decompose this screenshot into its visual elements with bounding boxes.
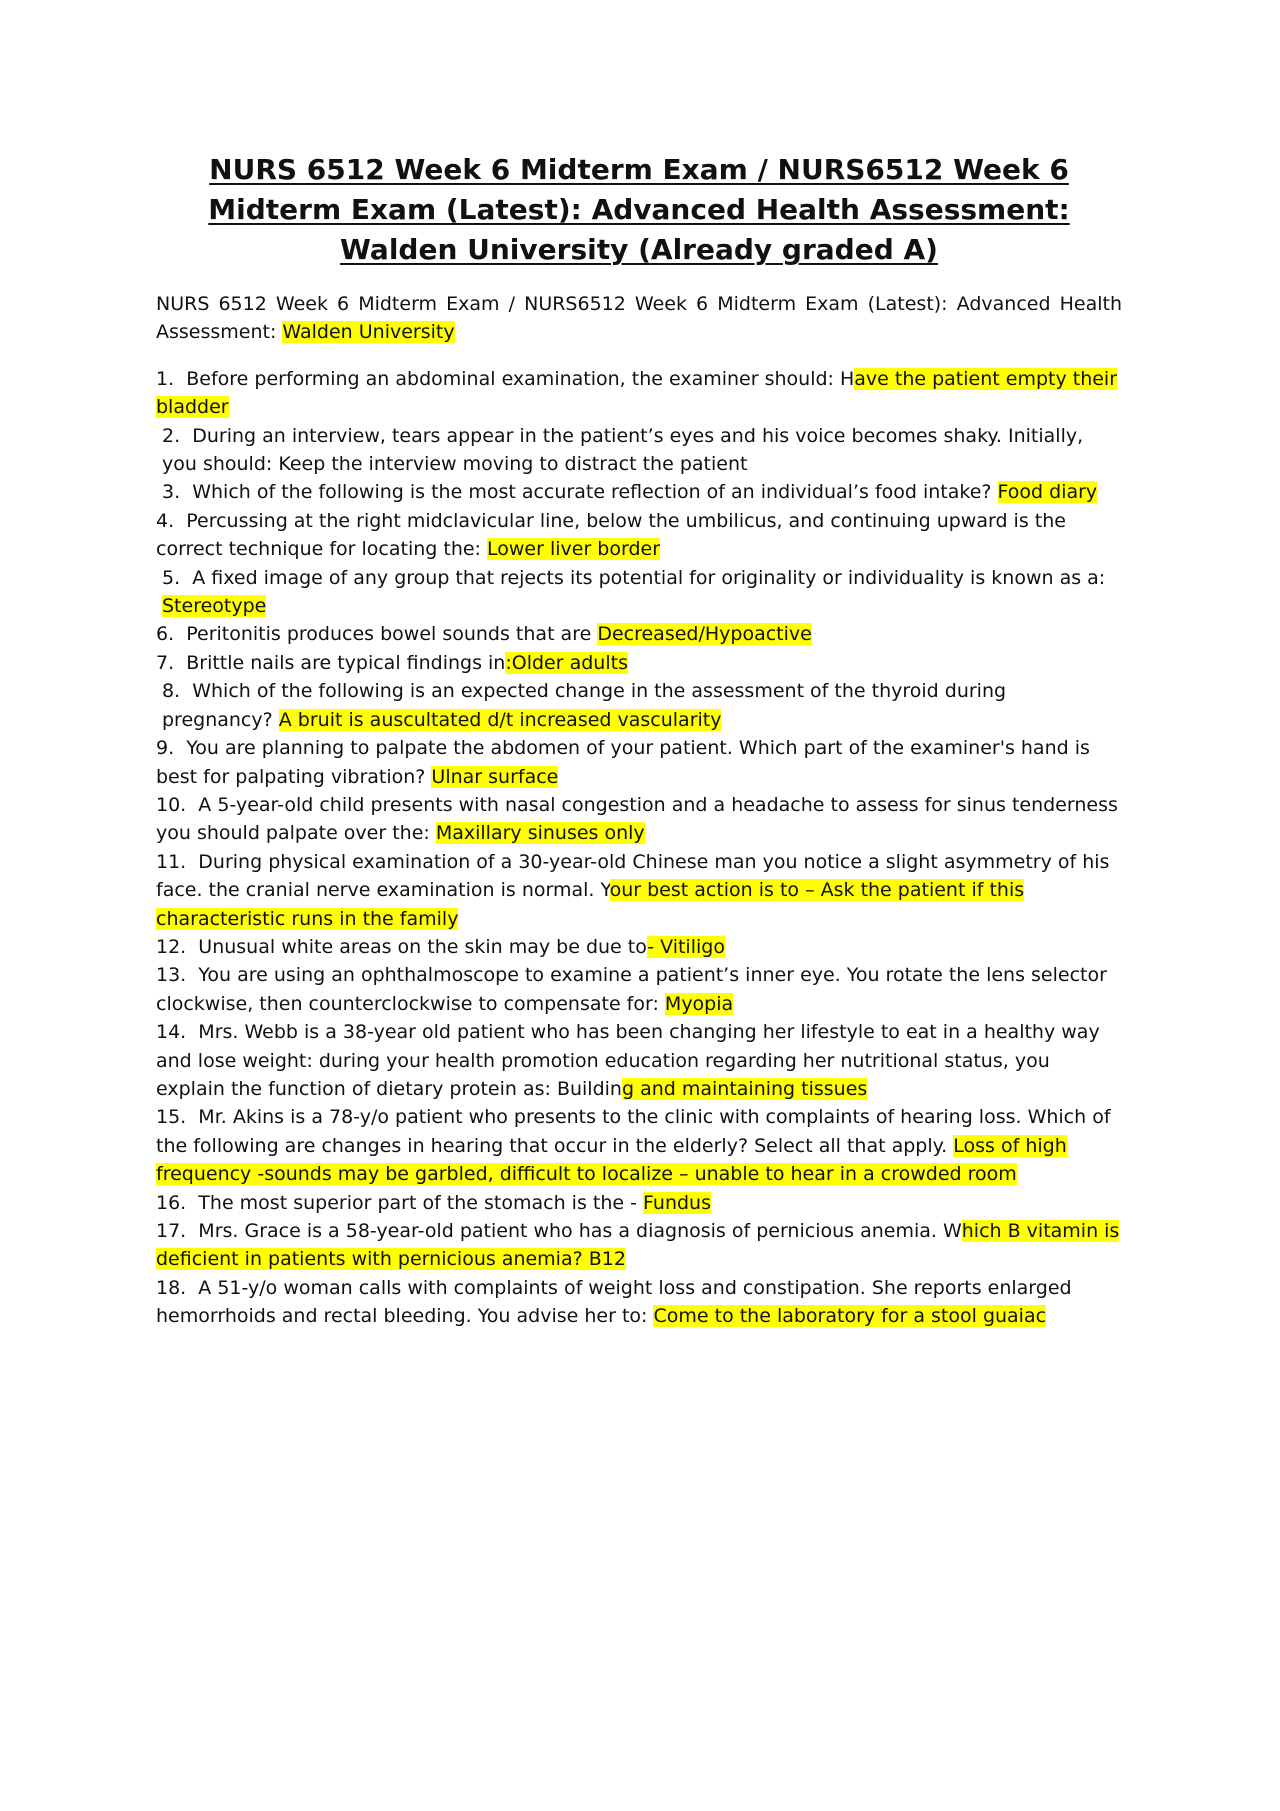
- answer-highlight: Fundus: [643, 1191, 711, 1214]
- question-item: [156, 734, 1122, 791]
- answer-highlight: Lower liver border: [487, 538, 661, 561]
- answer-highlight: :Older adults: [505, 651, 628, 674]
- question-text: Before performing an abdominal examination, the examiner should: H: [186, 367, 855, 390]
- answer-highlight: our best action is to – Ask the patient if this characteristic runs in the family: [156, 879, 1025, 930]
- answer-highlight: Loss of high frequency -sounds may be garbled, difficult to localize – unable to hear in a crowded room: [156, 1134, 1067, 1186]
- question-number: 12.: [156, 935, 199, 958]
- question-number: 7.: [156, 651, 187, 674]
- question-text: A 5-year-old child presents with nasal congestion and a headache to assess for sinus tenderness you should palpate over the:: [156, 793, 1118, 845]
- question-number: 9.: [156, 737, 187, 760]
- question-item: [156, 620, 1122, 648]
- question-text: Peritonitis produces bowel sounds that are: [186, 623, 598, 646]
- answer-highlight: ave the patient empty their bladder: [156, 367, 1118, 419]
- answer-highlight: A bruit is auscultated d/t increased vascularity: [278, 708, 722, 731]
- question-item: [156, 848, 1122, 933]
- question-item: [156, 1217, 1122, 1274]
- question-number: 18.: [156, 1276, 199, 1299]
- question-text: Mr. Akins is a 78-y/o patient who presents to the clinic with complaints of hearing loss. Which of the following are changes in hearing that occur in the elderly? Select all that apply.: [156, 1106, 1111, 1157]
- question-item: [156, 961, 1122, 1018]
- question-text: You are planning to palpate the abdomen of your patient. Which part of the examiner's hand is best for palpating vibration?: [156, 737, 1090, 788]
- question-list: [156, 365, 1122, 1331]
- question-text: A fixed image of any group that rejects its potential for originality or individuality is known as a:: [192, 566, 1106, 589]
- question-text: A 51-y/o woman calls with complaints of weight loss and constipation. She reports enlarged hemorrhoids and rectal bleeding. You advise her to:: [156, 1276, 1072, 1328]
- intro-text: NURS 6512 Week 6 Midterm Exam / NURS6512 Week 6 Midterm Exam (Latest): Advanced Health Assessment:: [156, 293, 1122, 344]
- answer-highlight: Maxillary sinuses only: [435, 822, 645, 845]
- question-text: During physical examination of a 30-year-old Chinese man you notice a slight asymmetry of his face. the cranial nerve examination is normal. Y: [156, 850, 1110, 902]
- question-item: [156, 478, 1122, 506]
- intro-highlight: Walden University: [282, 321, 455, 344]
- answer-highlight: Food diary: [997, 481, 1098, 504]
- question-number: 8.: [162, 680, 193, 703]
- question-item: [156, 933, 1122, 961]
- document-title: NURS 6512 Week 6 Midterm Exam / NURS6512 Week 6 Midterm Exam (Latest): Advanced Health Assessment: Walden University (Already graded A): [208, 153, 1070, 266]
- question-number: 11.: [156, 850, 199, 873]
- question-number: 15.: [156, 1106, 199, 1129]
- question-text: Mrs. Webb is a 38-year old patient who has been changing her lifestyle to eat in a healthy way and lose weight: during your health promotion education regarding her nutritional status, you explain the function of dietary protein as: Buildin: [156, 1021, 1100, 1100]
- document-page: [156, 150, 1122, 1331]
- question-item: [156, 1274, 1122, 1331]
- question-item: [156, 507, 1122, 564]
- answer-highlight: Ulnar surface: [431, 765, 559, 788]
- question-item: [156, 791, 1122, 848]
- question-number: 6.: [156, 623, 187, 646]
- question-number: 5.: [162, 566, 193, 589]
- question-number: 3.: [162, 481, 193, 504]
- question-item: [156, 649, 1122, 677]
- question-item: [156, 677, 1122, 734]
- question-text: Which of the following is an expected change in the assessment of the thyroid during pregnancy?: [162, 680, 1007, 731]
- question-number: 17.: [156, 1220, 199, 1242]
- question-item: [156, 1103, 1122, 1188]
- question-text: Percussing at the right midclavicular line, below the umbilicus, and continuing upward is the correct technique for locating the:: [156, 509, 1066, 561]
- question-number: 10.: [156, 793, 199, 816]
- answer-highlight: hich B vitamin is deficient in patients with pernicious anemia? B12: [156, 1220, 1120, 1271]
- question-number: 4.: [156, 509, 187, 532]
- question-item: [156, 422, 1122, 479]
- question-text: During an interview, tears appear in the patient’s eyes and his voice becomes shaky. Initially, you should: Keep the interview moving to distract the patient: [162, 424, 1084, 476]
- question-number: 1.: [156, 367, 187, 390]
- answer-highlight: Stereotype: [162, 595, 267, 618]
- answer-highlight: Myopia: [664, 992, 734, 1015]
- question-item: [156, 1018, 1122, 1103]
- answer-highlight: - Vitiligo: [647, 935, 725, 958]
- question-text: Brittle nails are typical findings in: [186, 651, 506, 674]
- question-text: Which of the following is the most accurate reflection of an individual’s food intake?: [192, 481, 998, 504]
- question-item: [156, 564, 1122, 621]
- question-item: [156, 1189, 1122, 1217]
- answer-highlight: Come to the laboratory for a stool guaiac: [653, 1305, 1047, 1328]
- question-text: The most superior part of the stomach is the -: [198, 1191, 644, 1214]
- question-text: Mrs. Grace is a 58-year-old patient who has a diagnosis of pernicious anemia. W: [198, 1220, 962, 1242]
- question-number: 14.: [156, 1021, 199, 1044]
- answer-highlight: g and maintaining tissues: [621, 1077, 868, 1100]
- question-text: Unusual white areas on the skin may be due to: [198, 935, 648, 958]
- question-text: You are using an ophthalmoscope to examine a patient’s inner eye. You rotate the lens selector clockwise, then counterclockwise to compensate for:: [156, 964, 1107, 1015]
- question-item: [156, 365, 1122, 422]
- intro-paragraph: [156, 290, 1122, 347]
- question-number: 2.: [162, 424, 193, 447]
- answer-highlight: Decreased/Hypoactive: [597, 623, 812, 646]
- question-number: 13.: [156, 964, 199, 987]
- question-number: 16.: [156, 1191, 199, 1214]
